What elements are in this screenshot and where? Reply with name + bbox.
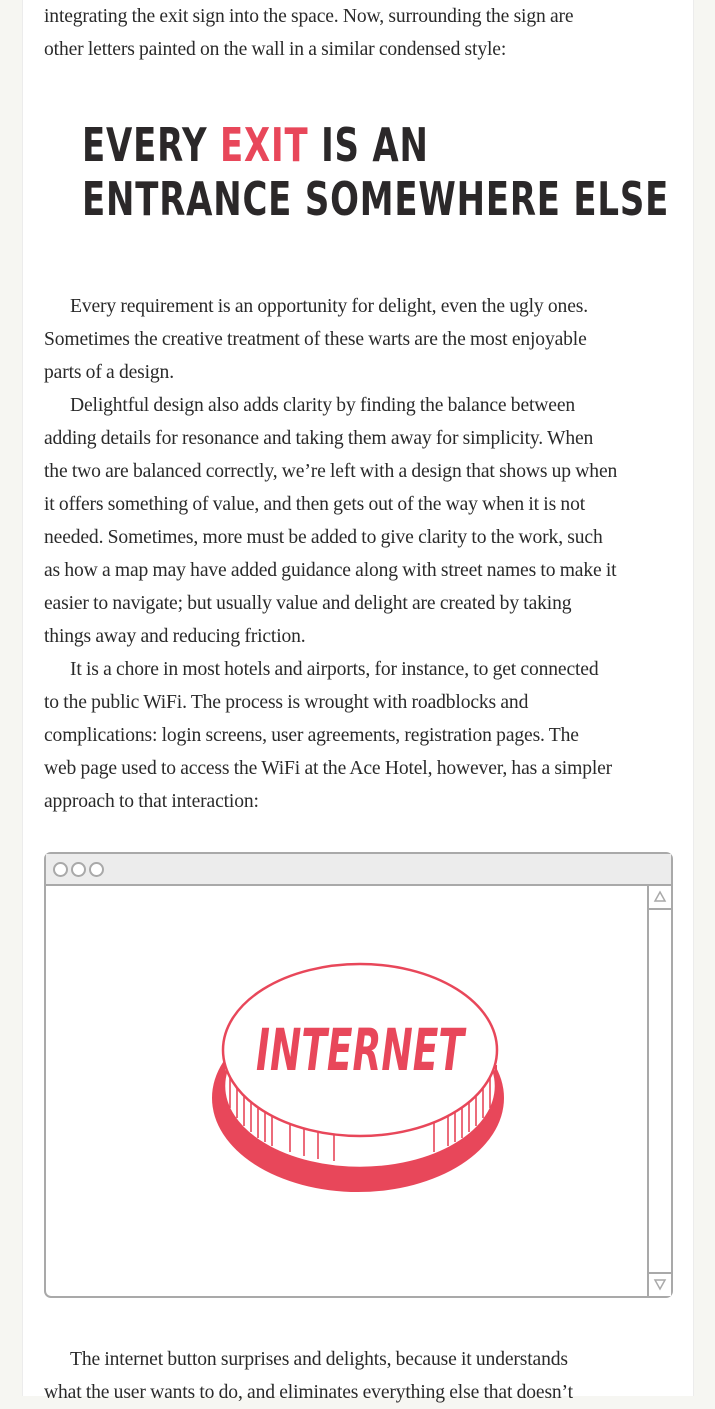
text-line: complications: login screens, user agreements, registration pages. The [44,725,579,746]
paragraph-exit-sign [44,0,674,66]
quote-word: IS AN [321,118,429,172]
scroll-down-button [649,1272,671,1296]
text-line: integrating the exit sign into the space. Now, surrounding the sign are [44,6,574,27]
text-line: parts of a design. [44,362,174,383]
text-line: the two are balanced correctly, we’re left with a design that shows up when [44,461,618,482]
window-titlebar [46,854,671,886]
text-line: It is a chore in most hotels and airports, for instance, to get connected [70,659,599,680]
triangle-down-icon [654,1279,666,1290]
paragraph-internet-button [44,1343,674,1409]
quote-accent-word: EXIT [220,118,309,172]
text-line: it offers something of value, and then gets out of the way when it is not [44,494,586,515]
internet-button-label: INTERNET [256,1016,468,1084]
circle-icon [53,862,68,877]
text-line: Sometimes the creative treatment of these warts are the most enjoyable [44,329,587,350]
exit-quote-lettering [82,118,669,226]
scrollbar [647,886,671,1296]
text-line: The internet button surprises and delights, because it understands [70,1349,568,1370]
text-line: Delightful design also adds clarity by finding the balance between [70,395,576,416]
text-line: other letters painted on the wall in a similar condensed style: [44,39,507,60]
internet-button-illustration [212,958,512,1198]
text-line: Every requirement is an opportunity for delight, even the ugly ones. [70,296,588,317]
text-line: to the public WiFi. The process is wrought with roadblocks and [44,692,529,713]
quote-line-2: ENTRANCE SOMEWHERE ELSE [82,172,670,226]
triangle-up-icon [654,891,666,902]
text-line: adding details for resonance and taking them away for simplicity. When [44,428,594,449]
paragraph-requirement [44,290,674,818]
book-page [22,0,694,1403]
text-line: as how a map may have added guidance along with street names to make it [44,560,617,581]
browser-window-illustration [44,852,673,1298]
text-line: what the user wants to do, and eliminates everything else that doesn’t [44,1382,573,1403]
text-line: things away and reducing friction. [44,626,306,647]
text-line: approach to that interaction: [44,791,259,812]
quote-word: EVERY [82,118,208,172]
circle-icon [89,862,104,877]
text-line: easier to navigate; but usually value and delight are created by taking [44,593,572,614]
circle-icon [71,862,86,877]
text-line: web page used to access the WiFi at the Ace Hotel, however, has a simpler [44,758,613,779]
text-line: needed. Sometimes, more must be added to give clarity to the work, such [44,527,603,548]
scroll-up-button [649,886,671,910]
